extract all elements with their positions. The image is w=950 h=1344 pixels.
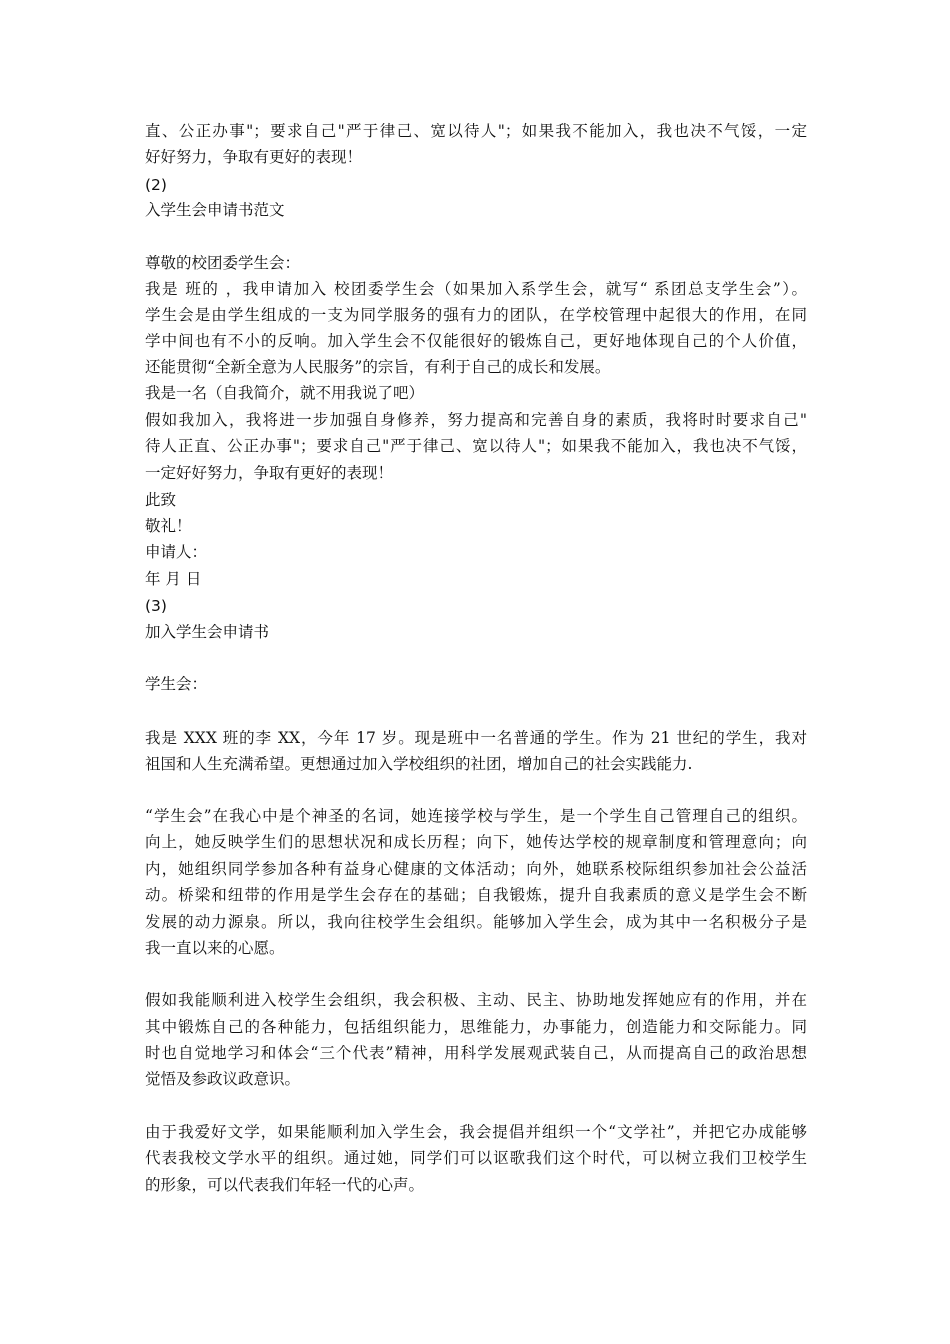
regards: 敬礼！ [145,517,192,535]
text-line: 好好努力，争取有更好的表现！ [145,148,363,166]
salutation: 学生会： [145,675,208,693]
text-line: 的形象，可以代表我们年轻一代的心声。 [145,1176,425,1194]
text-line: 代表我校文学水平的组织。通过她，同学们可以讴歌我们这个时代，可以树立我们卫校学生 [145,1149,807,1167]
text-line: 我是一名（自我简介，就不用我说了吧） [145,384,425,402]
text-line: 觉悟及参政议政意识。 [145,1070,301,1088]
text-line: 内，她组织同学参加各种有益身心健康的文体活动；向外，她联系校际组织参加社会公益活 [145,860,807,878]
text-line: 其中锻炼自己的各种能力，包括组织能力，思维能力，办事能力，创造能力和交际能力。同 [145,1018,807,1036]
date-line: 年 月 日 [145,570,202,588]
section-title: 加入学生会申请书 [145,623,270,641]
text-line: 由于我爱好文学，如果能顺利加入学生会，我会提倡并组织一个“文学社”，并把它办成能够 [145,1123,807,1141]
text-line: 时也自觉地学习和体会“三个代表”精神，用科学发展观武装自己，从而提高自己的政治思想 [145,1044,807,1062]
section-title: 入学生会申请书范文 [145,201,285,219]
section-number: (2) [145,176,167,194]
text-line: 一定好好努力，争取有更好的表现！ [145,464,394,482]
salutation: 尊敬的校团委学生会： [145,254,301,272]
text-line: 假如我加入，我将进一步加强自身修养，努力提高和完善自身的素质，我将时时要求自己" [145,411,807,429]
text-line: 发展的动力源泉。所以，我向往校学生会组织。能够加入学生会，成为其中一名积极分子是 [145,913,807,931]
text-line: 假如我能顺利进入校学生会组织，我会积极、主动、民主、协助地发挥她应有的作用，并在 [145,991,807,1009]
text-line: 学中间也有不小的反响。加入学生会不仅能很好的锻炼自己，更好地体现自己的个人价值， [145,332,807,350]
text-line: “学生会”在我心中是个神圣的名词，她连接学校与学生，是一个学生自己管理自己的组织。 [145,807,807,825]
text-line: 直、公正办事"；要求自己"严于律己、宽以待人"；如果我不能加入，我也决不气馁，一定 [145,122,807,140]
applicant-label: 申请人： [145,543,208,561]
text-line: 待人正直、公正办事"；要求自己"严于律己、宽以待人"；如果我不能加入，我也决不气馁， [145,437,807,455]
text-line: 祖国和人生充满希望。更想通过加入学校组织的社团，增加自己的社会实践能力. [145,755,693,773]
text-line: 向上，她反映学生们的思想状况和成长历程；向下，她传达学校的规章制度和管理意向；向 [145,833,807,851]
text-line: 学生会是由学生组成的一支为同学服务的强有力的团队，在学校管理中起很大的作用，在同 [145,306,807,324]
section-number: (3) [145,597,167,615]
text-line: 还能贯彻“全新全意为人民服务”的宗旨，有利于自己的成长和发展。 [145,358,611,376]
text-line: 动。桥梁和纽带的作用是学生会存在的基础；自我锻炼，提升自我素质的意义是学生会不断 [145,886,807,904]
text-line: 我是 XXX 班的李 XX，今年 17 岁。现是班中一名普通的学生。作为 21 世纪的学生，我对 [145,729,807,747]
text-line: 我是 班的 ，我申请加入 校团委学生会（如果加入系学生会，就写“ 系团总支学生会”）。 [145,280,807,298]
closing: 此致 [145,491,177,509]
text-line: 我一直以来的心愿。 [145,939,285,957]
